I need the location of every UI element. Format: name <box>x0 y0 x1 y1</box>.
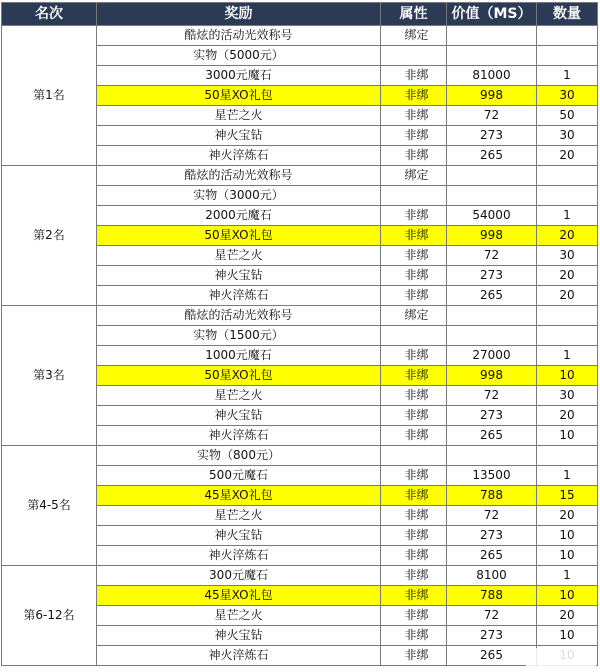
value-cell <box>447 306 537 326</box>
value-cell: 265 <box>447 546 537 566</box>
table-body <box>2 26 598 666</box>
value-cell: 265 <box>447 426 537 446</box>
quantity-cell <box>537 306 598 326</box>
quantity-cell: 1 <box>537 206 598 226</box>
value-cell: 998 <box>447 226 537 246</box>
attribute-cell: 非绑 <box>381 546 447 566</box>
value-cell: 998 <box>447 86 537 106</box>
reward-cell: 3000元魔石 <box>97 66 381 86</box>
value-cell: 265 <box>447 146 537 166</box>
value-cell <box>447 166 537 186</box>
attribute-cell: 非绑 <box>381 426 447 446</box>
quantity-cell: 1 <box>537 566 598 586</box>
attribute-cell: 非绑 <box>381 406 447 426</box>
value-cell: 8100 <box>447 566 537 586</box>
reward-cell: 50星XO礼包 <box>97 226 381 246</box>
reward-cell: 星芒之火 <box>97 246 381 266</box>
attribute-cell: 非绑 <box>381 226 447 246</box>
attribute-cell: 非绑 <box>381 506 447 526</box>
quantity-cell: 20 <box>537 406 598 426</box>
quantity-cell <box>537 446 598 466</box>
attribute-cell: 非绑 <box>381 586 447 606</box>
attribute-cell: 非绑 <box>381 126 447 146</box>
attribute-cell: 非绑 <box>381 266 447 286</box>
table-row <box>2 26 598 46</box>
reward-cell: 神火淬炼石 <box>97 426 381 446</box>
table-row <box>2 166 598 186</box>
value-cell: 788 <box>447 486 537 506</box>
reward-cell: 神火宝钻 <box>97 526 381 546</box>
value-cell: 265 <box>447 646 537 666</box>
quantity-cell: 10 <box>537 586 598 606</box>
rank-cell: 第2名 <box>2 166 97 306</box>
value-cell: 72 <box>447 106 537 126</box>
value-cell <box>447 46 537 66</box>
table-row <box>2 446 598 466</box>
quantity-cell: 10 <box>537 546 598 566</box>
attribute-cell: 非绑 <box>381 286 447 306</box>
attribute-cell: 绑定 <box>381 26 447 46</box>
attribute-cell: 非绑 <box>381 366 447 386</box>
table-row <box>2 566 598 586</box>
reward-cell: 实物（1500元） <box>97 326 381 346</box>
quantity-cell: 15 <box>537 486 598 506</box>
value-cell: 788 <box>447 586 537 606</box>
quantity-cell <box>537 166 598 186</box>
reward-cell: 星芒之火 <box>97 606 381 626</box>
quantity-cell: 10 <box>537 426 598 446</box>
quantity-cell: 30 <box>537 86 598 106</box>
attribute-cell: 非绑 <box>381 246 447 266</box>
value-cell <box>447 326 537 346</box>
value-cell: 72 <box>447 606 537 626</box>
attribute-cell: 非绑 <box>381 486 447 506</box>
reward-cell: 50星XO礼包 <box>97 366 381 386</box>
value-cell: 72 <box>447 386 537 406</box>
quantity-cell: 1 <box>537 66 598 86</box>
value-cell: 273 <box>447 526 537 546</box>
quantity-cell: 10 <box>537 366 598 386</box>
rank-cell: 第3名 <box>2 306 97 446</box>
quantity-cell: 20 <box>537 226 598 246</box>
reward-cell: 酷炫的活动光效称号 <box>97 166 381 186</box>
reward-cell: 神火宝钻 <box>97 626 381 646</box>
value-cell: 998 <box>447 366 537 386</box>
reward-cell: 2000元魔石 <box>97 206 381 226</box>
header-attribute: 属性 <box>381 3 447 26</box>
value-cell: 72 <box>447 246 537 266</box>
reward-cell: 45星XO礼包 <box>97 486 381 506</box>
value-cell: 72 <box>447 506 537 526</box>
reward-cell: 神火淬炼石 <box>97 546 381 566</box>
attribute-cell: 非绑 <box>381 566 447 586</box>
quantity-cell <box>537 46 598 66</box>
attribute-cell: 非绑 <box>381 106 447 126</box>
attribute-cell: 非绑 <box>381 206 447 226</box>
reward-cell: 1000元魔石 <box>97 346 381 366</box>
reward-table <box>1 2 598 666</box>
attribute-cell: 非绑 <box>381 66 447 86</box>
quantity-cell: 30 <box>537 246 598 266</box>
attribute-cell: 非绑 <box>381 606 447 626</box>
attribute-cell <box>381 186 447 206</box>
quantity-cell: 30 <box>537 386 598 406</box>
reward-cell: 神火宝钻 <box>97 266 381 286</box>
reward-cell: 实物（3000元） <box>97 186 381 206</box>
reward-cell: 50星XO礼包 <box>97 86 381 106</box>
quantity-cell: 1 <box>537 346 598 366</box>
value-cell <box>447 446 537 466</box>
reward-cell: 酷炫的活动光效称号 <box>97 306 381 326</box>
reward-cell: 星芒之火 <box>97 506 381 526</box>
attribute-cell: 非绑 <box>381 146 447 166</box>
attribute-cell: 非绑 <box>381 86 447 106</box>
header-quantity: 数量 <box>537 3 598 26</box>
quantity-cell <box>537 326 598 346</box>
value-cell: 54000 <box>447 206 537 226</box>
reward-cell: 神火宝钻 <box>97 406 381 426</box>
reward-cell: 神火淬炼石 <box>97 286 381 306</box>
value-cell: 273 <box>447 266 537 286</box>
attribute-cell: 绑定 <box>381 306 447 326</box>
attribute-cell: 非绑 <box>381 626 447 646</box>
attribute-cell: 绑定 <box>381 166 447 186</box>
header-row <box>2 3 598 26</box>
reward-cell: 酷炫的活动光效称号 <box>97 26 381 46</box>
quantity-cell <box>537 26 598 46</box>
reward-cell: 星芒之火 <box>97 386 381 406</box>
reward-cell: 300元魔石 <box>97 566 381 586</box>
quantity-cell: 20 <box>537 606 598 626</box>
reward-cell: 实物（800元） <box>97 446 381 466</box>
value-cell: 273 <box>447 126 537 146</box>
quantity-cell: 50 <box>537 106 598 126</box>
attribute-cell <box>381 46 447 66</box>
attribute-cell: 非绑 <box>381 386 447 406</box>
reward-cell: 神火淬炼石 <box>97 646 381 666</box>
quantity-cell: 30 <box>537 126 598 146</box>
header-value: 价值（MS） <box>447 3 537 26</box>
header-reward: 奖励 <box>97 3 381 26</box>
value-cell: 13500 <box>447 466 537 486</box>
value-cell: 81000 <box>447 66 537 86</box>
watermark-cover <box>526 648 596 670</box>
rank-cell: 第6-12名 <box>2 566 97 666</box>
value-cell: 265 <box>447 286 537 306</box>
header-rank: 名次 <box>2 3 97 26</box>
reward-cell: 星芒之火 <box>97 106 381 126</box>
value-cell <box>447 26 537 46</box>
attribute-cell <box>381 446 447 466</box>
value-cell: 273 <box>447 406 537 426</box>
reward-cell: 500元魔石 <box>97 466 381 486</box>
reward-cell: 神火宝钻 <box>97 126 381 146</box>
quantity-cell: 10 <box>537 526 598 546</box>
quantity-cell <box>537 186 598 206</box>
quantity-cell: 1 <box>537 466 598 486</box>
attribute-cell: 非绑 <box>381 526 447 546</box>
rank-cell: 第4-5名 <box>2 446 97 566</box>
attribute-cell <box>381 326 447 346</box>
table-row <box>2 306 598 326</box>
quantity-cell: 20 <box>537 506 598 526</box>
quantity-cell: 20 <box>537 266 598 286</box>
attribute-cell: 非绑 <box>381 466 447 486</box>
value-cell <box>447 186 537 206</box>
quantity-cell: 10 <box>537 626 598 646</box>
reward-cell: 实物（5000元） <box>97 46 381 66</box>
value-cell: 27000 <box>447 346 537 366</box>
quantity-cell: 20 <box>537 286 598 306</box>
attribute-cell: 非绑 <box>381 646 447 666</box>
value-cell: 273 <box>447 626 537 646</box>
rank-cell: 第1名 <box>2 26 97 166</box>
reward-cell: 45星XO礼包 <box>97 586 381 606</box>
quantity-cell: 20 <box>537 146 598 166</box>
attribute-cell: 非绑 <box>381 346 447 366</box>
reward-cell: 神火淬炼石 <box>97 146 381 166</box>
